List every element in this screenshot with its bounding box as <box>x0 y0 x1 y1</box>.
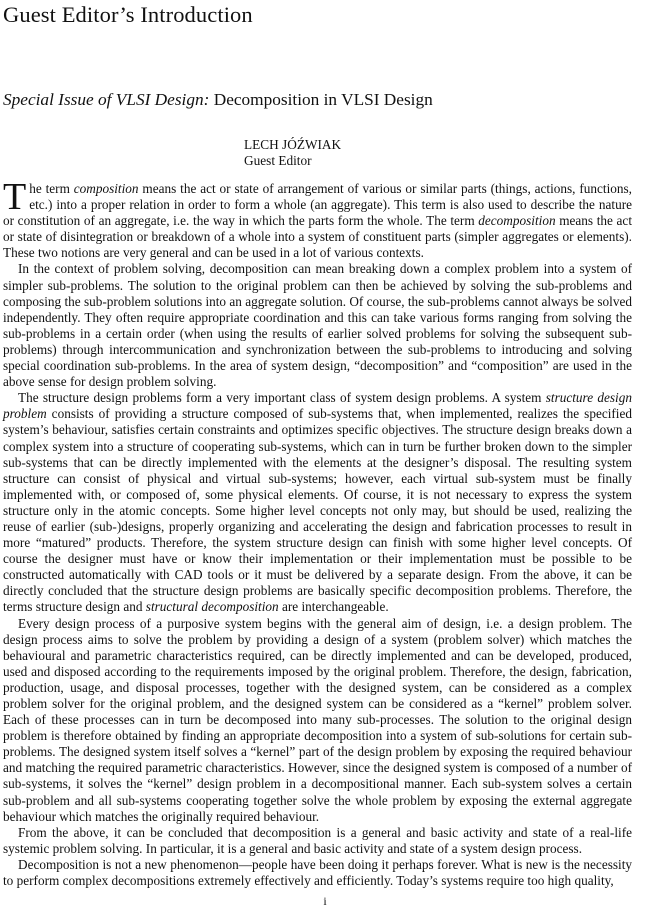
text-run: In the context of problem solving, decomposition can mean breaking down a complex problem into a system of simpler sub-problems. The solution to the original problem can then be achieved by solving the sub-problems and composing the sub-problem solutions into an aggregate solution. Of course, the sub-problems cannot always be solved independently. They often require appropriate coordination and this can take various forms ranging from solving the sub-problems in a certain order (when using the results of earlier solved problems for solving the subsequent sub-problems) through intercommunication and synchronization between the sub-problems to introducing and solving special coordination sub-problems. In the area of system design, “decomposition” and “composition” are used in the above sense for design problem solving. <box>3 261 632 390</box>
issue-title <box>3 90 433 110</box>
text-run: From the above, it can be concluded that decomposition is a general and basic activity and state of a real-life systemic problem solving. In particular, it is a general and basic activity and state of a system design process. <box>3 824 632 856</box>
body-paragraph <box>3 825 632 857</box>
drop-cap: T <box>3 176 27 218</box>
italic-term: structural decomposition <box>145 599 279 615</box>
italic-term: decomposition <box>478 213 556 229</box>
author-role: Guest Editor <box>244 153 312 168</box>
section-title: Guest Editor’s Introduction <box>3 2 253 27</box>
text-run: he term <box>29 181 74 196</box>
body-paragraph <box>3 616 632 825</box>
author-name: LECH JÓŹWIAK <box>244 137 342 152</box>
author-block <box>244 137 341 169</box>
issue-title-italic: Special Issue of VLSI Design: <box>3 90 210 109</box>
text-run: means the act or state of disintegration or breakdown of a whole into a system of constituent parts (simpler aggregates or elements). These two notions are very general and can be used in a lot of various contexts. <box>3 213 632 261</box>
text-run: Decomposition is not a new phenomenon—people have been doing it perhaps forever. What is new is the necessity to perform complex decompositions extremely effectively and efficiently. Today’s systems require too high quality, <box>3 856 632 889</box>
text-run: Every design process of a purposive system begins with the general aim of design, i.e. a design problem. The design process aims to solve the problem by providing a design of a system (problem solver) which matches the behavioural and parametric characteristics required, can be directly implemented and can be developed, produced, used and disposed according to the requirements imposed by the original problem. Therefore, the design, fabrication, production, usage, and disposal processes, together with the designed system, can be considered as a complex problem solver for the original problem, and the designed system can be considered as a “kernel” problem solver. Each of these processes can in turn be decomposed into many sub-processes. The solution to the original design problem is therefore obtained by finding an appropriate decomposition into a system of sub-solutions for certain sub-problems. The designed system itself solves a “kernel” part of the design problem by exposing the required behaviour and matching the required parametric characteristics. However, since the designed system is composed of a number of sub-systems, it solves the “kernel” design problem in a decompositional manner. Each sub-system solves a certain sub-problem and all sub-systems cooperating together solve the whole problem by exposing the external aggregate behaviour which matches the originally required behaviour. <box>3 615 632 824</box>
italic-term: structure design problem <box>3 390 632 422</box>
italic-term: composition <box>73 181 139 196</box>
body-paragraph <box>3 857 632 889</box>
page-number: i <box>323 894 327 908</box>
body-paragraph <box>3 390 632 615</box>
text-run: are interchangeable. <box>278 599 389 615</box>
body-paragraph <box>3 261 632 390</box>
text-run: The structure design problems form a very important class of system design problems. A system <box>18 390 546 406</box>
article-body <box>3 176 632 889</box>
text-run: means the act or state of arrangement of various or similar parts (things, actions, functions, etc.) into a proper relation in order to form a whole (an aggregate). This term is also used to describe the nature or constitution of an aggregate, i.e. the way in which the parts form the whole. The term <box>3 181 632 229</box>
body-paragraph <box>3 176 632 261</box>
text-run: consists of providing a structure composed of sub-systems that, when implemented, realizes the specified system’s behaviour, satisfies certain constraints and optimizes specific objectives. The structure design breaks down a complex system into a structure of cooperating sub-systems, which can in turn be further broken down to the simpler sub-systems that can be directly implemented with the elements at the designer’s disposal. The resulting system structure can consist of physical and virtual sub-systems; however, each virtual sub-system must be finally implemented with, or composed of, some physical elements. Of course, it is not necessary to express the system structure only in the atomic concepts. Some higher level concepts not only may, but should be used, realizing the reuse of earlier (sub-)designs, properly organizing and accelerating the design and fabrication processes to result in more “matured” products. Therefore, the system structure design can finish with some higher level concepts. Of course the designer must have or know their implementation or their implementation must be possible to be constructed automatically with CAD tools or it must be delivered by a separate design. From the above, it can be directly concluded that the structure design problems are basically specific decomposition problems. Therefore, the terms structure design and <box>3 406 632 615</box>
issue-title-rest: Decomposition in VLSI Design <box>213 90 433 109</box>
